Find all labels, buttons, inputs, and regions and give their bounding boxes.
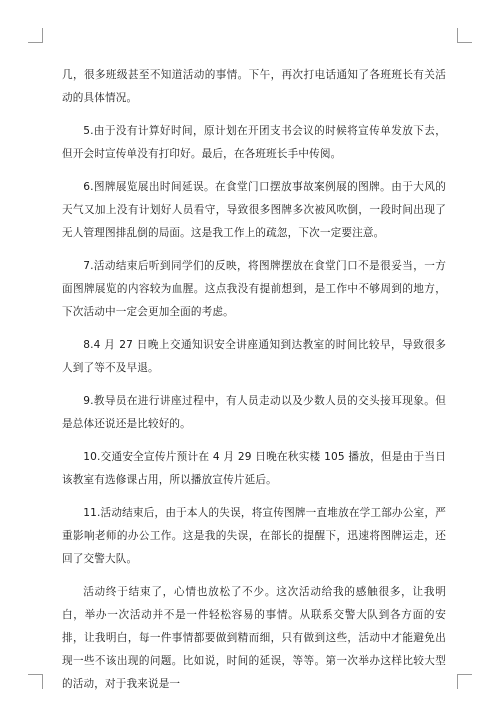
paragraph-summary: 活动终于结束了，心情也放松了不少。这次活动给我的感触很多，让我明白，举办一次活动并不是一件轻松容易的事情。从联系交警大队到各方面的安排，让我明白，每一件事情都要做到精而细，只有做到这些，活动中才能避免出现一些不该出现的问题。比如说，时间的延误，等等。第一次举办这样比较大型的活动，对于我来说是一: [62, 586, 446, 690]
paragraph-item-5: 5.由于没有计算好时间，原计划在开团支书会议的时候将宣传单发放下去，但开会时宣传单没有打印好。最后，在各班班长手中传阅。: [62, 125, 446, 160]
page-corner-mark-bottom-right: [457, 674, 472, 689]
paragraph-item-10: 10.交通安全宣传片预计在 4 月 29 日晚在秋实楼 105 播放，但是由于当日该教室有选修课占用，所以播放宣传片延后。: [62, 451, 446, 486]
paragraph-continuation: 几，很多班级甚至不知道活动的事情。下午，再次打电话通知了各班班长有关活动的具体情况。: [62, 69, 446, 104]
page-corner-mark-bottom-left: [28, 674, 43, 689]
paragraph-item-11: 11.活动结束后，由于本人的失误，将宣传图牌一直堆放在学工部办公室，严重影响老师的办公工作。这是我的失误，在部长的提醒下，迅速将图牌运走，还回了交警大队。: [62, 507, 446, 565]
page-corner-mark-top-right: [457, 28, 472, 43]
page-corner-mark-top-left: [28, 28, 43, 43]
paragraph-item-9: 9.教导员在进行讲座过程中，有人员走动以及少数人员的交头接耳现象。但是总体还说还是比较好的。: [62, 395, 446, 430]
paragraph-item-6: 6.图牌展览展出时间延误。在食堂门口摆放事故案例展的图牌。由于大风的天气又加上没有计划好人员看守，导致很多图牌多次被风吹倒，一段时间出现了无人管理图排乱倒的局面。这是我工作上的疏忽，下次一定要注意。: [62, 181, 446, 239]
paragraph-item-7: 7.活动结束后听到同学们的反映，将图牌摆放在食堂门口不是很妥当，一方面图牌展览的内容较为血腥。这点我没有提前想到，是工作中不够周到的地方，下次活动中一定会更加全面的考虑。: [62, 260, 446, 318]
paragraph-item-8: 8.4 月 27 日晚上交通知识安全讲座通知到达教室的时间比较早，导致很多人到了等不及早退。: [62, 339, 446, 374]
document-body: [62, 64, 446, 706]
